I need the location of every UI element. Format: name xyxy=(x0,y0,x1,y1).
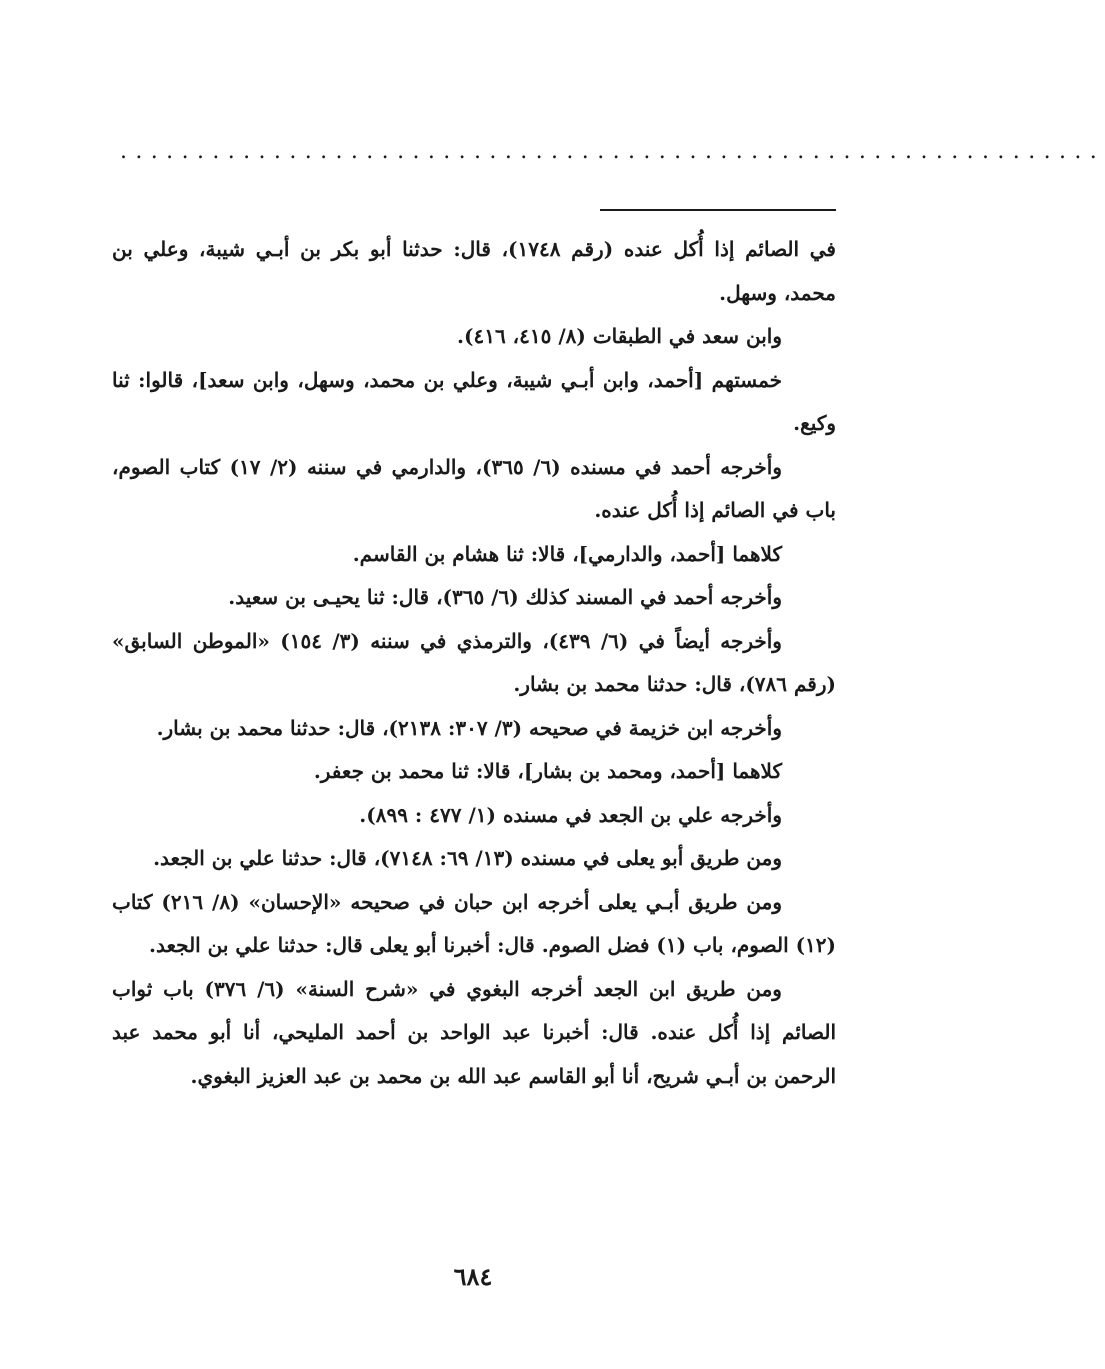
paragraph: وأخرجه ابن خزيمة في صحيحه (٣/ ٣٠٧: ٢١٣٨)، قال: حدثنا محمد بن بشار. xyxy=(156,715,782,740)
paragraph: وابن سعد في الطبقات (٨/ ٤١٥، ٤١٦). xyxy=(457,324,782,348)
footnote-rule xyxy=(600,209,836,211)
paragraph: وأخرجه أيضاً في (٦/ ٤٣٩)، والترمذي في سننه (٣/ ١٥٤) «الموطن السابق» (رقم ٧٨٦)، قال: حدثنا محمد بن بشار. xyxy=(112,628,836,696)
paragraph: وأخرجه أحمد في مسنده (٦/ ٣٦٥)، والدارمي في سننه (٢/ ١٧) كتاب الصوم، باب في الصائم إذا أُكل عنده. xyxy=(112,454,836,522)
paragraph: ومن طريق أبو يعلى في مسنده (١٣/ ٦٩: ٧١٤٨)، قال: حدثنا علي بن الجعد. xyxy=(153,846,782,870)
dotted-separator: ................................................................ xyxy=(120,139,1105,164)
paragraph: وأخرجه أحمد في المسند كذلك (٦/ ٣٦٥)، قال: ثنا يحيـى بن سعيد. xyxy=(228,585,782,609)
paragraph: ومن طريق ابن الجعد أخرجه البغوي في «شرح السنة» (٦/ ٣٧٦) باب ثواب الصائم إذا أُكل عنده. قال: أخبرنا عبد الواحد بن أحمد المليحي، أنا أبو محمد عبد الرحمن بن أبـي شريح، أنا أبو القاسم عبد الله بن محمد بن عبد العزيز البغوي. xyxy=(112,976,836,1088)
footnote-text-block xyxy=(112,228,836,1098)
paragraph: وأخرجه علي بن الجعد في مسنده (١/ ٤٧٧ : ٨٩٩). xyxy=(359,802,782,827)
paragraph: كلاهما [أحمد، والدارمي]، قالا: ثنا هشام بن القاسم. xyxy=(352,541,782,566)
paragraph: كلاهما [أحمد، ومحمد بن بشار]، قالا: ثنا محمد بن جعفر. xyxy=(313,759,782,783)
paragraph: ومن طريق أبـي يعلى أخرجه ابن حبان في صحيحه «الإحسان» (٨/ ٢١٦) كتاب (١٢) الصوم، باب (١) فضل الصوم. قال: أخبرنا أبو يعلى قال: حدثنا علي بن الجعد. xyxy=(112,889,836,957)
page-number: ٦٨٤ xyxy=(453,1262,493,1291)
paragraph: خمستهم [أحمد، وابن أبـي شيبة، وعلي بن محمد، وسهل، وابن سعد]، قالوا: ثنا وكيع. xyxy=(112,367,836,435)
paragraph: في الصائم إذا أُكل عنده (رقم ١٧٤٨)، قال: حدثنا أبو بكر بن أبـي شيبة، وعلي بن محمد، وسهل. xyxy=(112,237,836,305)
